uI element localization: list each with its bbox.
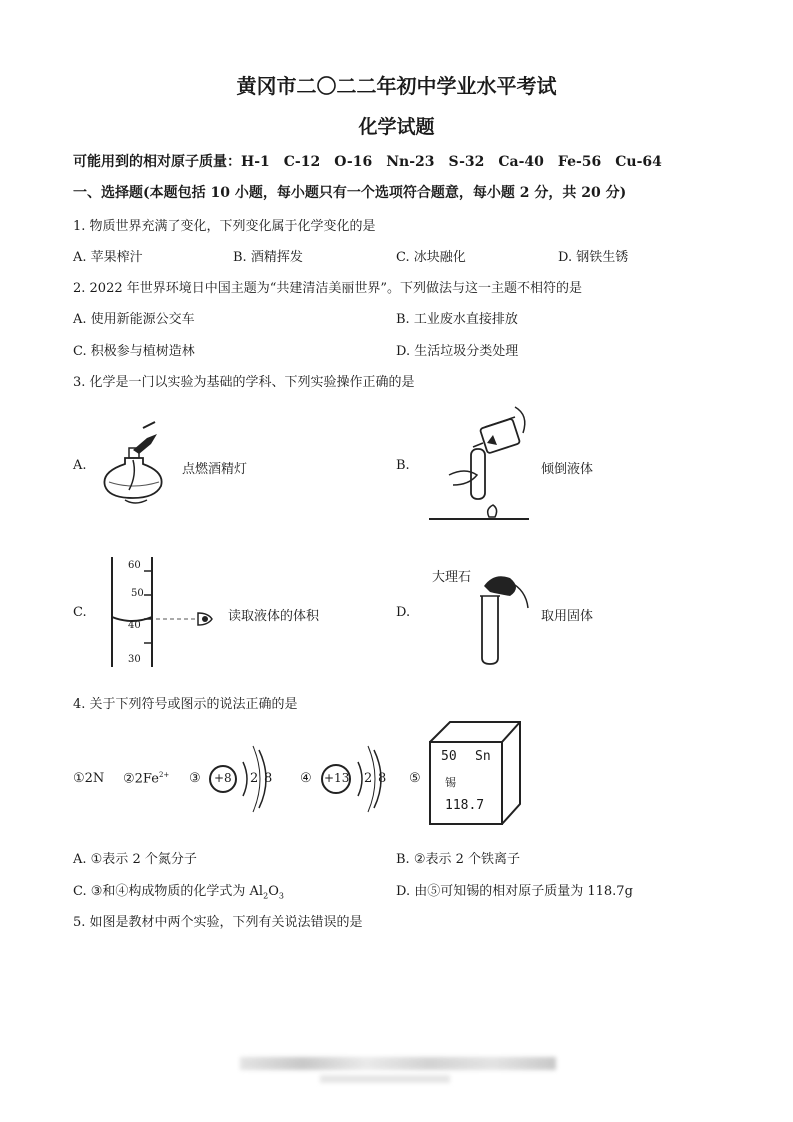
q1-option-a: A. 苹果榨汁 — [73, 250, 143, 265]
q3-option-d-text: 取用固体 — [541, 609, 594, 624]
q4-symbol-2-text: ②2Fe — [123, 771, 159, 787]
q2-option-c: C. 积极参与植树造林 — [73, 344, 195, 359]
q1-stem: 1. 物质世界充满了变化，下列变化属于化学变化的是 — [73, 219, 376, 234]
cylinder-tick-60: 60 — [128, 560, 141, 571]
marble-label: 大理石 — [432, 570, 472, 585]
section-heading: 一、选择题(本题包括 10 小题，每小题只有一个选项符合题意，每小题 2 分，共 20 分) — [73, 185, 627, 201]
q3-option-d-letter: D. — [396, 605, 411, 620]
q2-option-d: D. 生活垃圾分类处理 — [396, 344, 519, 359]
q4-symbol-2 — [123, 771, 169, 786]
cylinder-tick-30: 30 — [128, 654, 141, 665]
cell-element-name: 锡 — [445, 776, 456, 789]
q2-option-a: A. 使用新能源公交车 — [73, 312, 195, 327]
cell-symbol: Sn — [475, 749, 491, 764]
atom-4-shell-2: 8 — [378, 771, 387, 786]
q4-option-c — [73, 880, 284, 901]
q1-option-d: D. 钢铁生锈 — [558, 250, 629, 265]
q4-symbol-1: ①2N — [73, 771, 105, 786]
q3-option-b-text: 倾倒液体 — [541, 462, 594, 477]
q4-option-c-sub-2: 3 — [278, 891, 284, 901]
atom-4-shell-1: 2 — [364, 771, 373, 786]
q4-option-d: D. 由⑤可知锡的相对原子质量为 118.7g — [396, 884, 633, 899]
q4-symbol-2-charge: 2+ — [158, 771, 170, 779]
q4-symbol-4: ④ — [300, 771, 312, 786]
page-title: 黄冈市二〇二二年初中学业水平考试 — [236, 74, 557, 98]
q3-option-c-text: 读取液体的体积 — [228, 609, 320, 624]
q4-option-c-oxygen: O — [268, 884, 279, 899]
q5-stem: 5. 如图是教材中两个实验，下列有关说法错误的是 — [73, 915, 363, 930]
atom-3-shell-2: 8 — [264, 771, 273, 786]
q4-option-c-sub-1: 2 — [263, 891, 269, 901]
pour-liquid-figure — [425, 405, 535, 523]
q2-option-b: B. 工业废水直接排放 — [396, 312, 518, 327]
q3-option-a-text: 点燃酒精灯 — [182, 462, 248, 477]
q4-stem: 4. 关于下列符号或图示的说法正确的是 — [73, 697, 298, 712]
q3-option-b-letter: B. — [396, 458, 410, 473]
footer-watermark — [240, 1057, 556, 1070]
cell-atomic-mass: 118.7 — [445, 798, 485, 813]
atomic-masses: 可能用到的相对原子质量：H-1 C-12 O-16 Nn-23 S-32 Ca-40 Fe-56 Cu-64 — [73, 154, 662, 170]
q3-option-c-letter: C. — [73, 605, 87, 620]
q1-option-c: C. 冰块融化 — [396, 250, 466, 265]
cell-atomic-number: 50 — [441, 749, 457, 764]
q3-option-a-letter: A. — [73, 458, 87, 473]
q4-option-c-text: C. ③和④构成物质的化学式为 Al — [73, 884, 264, 899]
q4-symbol-5: ⑤ — [409, 771, 421, 786]
q2-stem: 2. 2022 年世界环境日中国主题为“共建清洁美丽世界”。下列做法与这一主题不相符的是 — [73, 281, 583, 296]
q1-option-b: B. 酒精挥发 — [233, 250, 303, 265]
cylinder-tick-40: 40 — [128, 620, 141, 631]
atom-3-shell-1: 2 — [250, 771, 259, 786]
footer-watermark-2 — [320, 1075, 450, 1083]
q4-option-b: B. ②表示 2 个铁离子 — [396, 852, 521, 867]
alcohol-lamp-figure — [95, 420, 175, 505]
q4-symbol-3: ③ — [189, 771, 201, 786]
take-solid-figure — [470, 568, 540, 668]
q4-option-a: A. ①表示 2 个氮分子 — [73, 852, 197, 867]
cylinder-tick-50: 50 — [131, 588, 144, 599]
page-subtitle: 化学试题 — [358, 116, 435, 138]
q3-stem: 3. 化学是一门以实验为基础的学科、下列实验操作正确的是 — [73, 375, 415, 390]
cylinder-figure — [100, 555, 225, 670]
atom-4-nucleus: +13 — [324, 771, 350, 785]
atom-3-nucleus: +8 — [214, 771, 232, 785]
